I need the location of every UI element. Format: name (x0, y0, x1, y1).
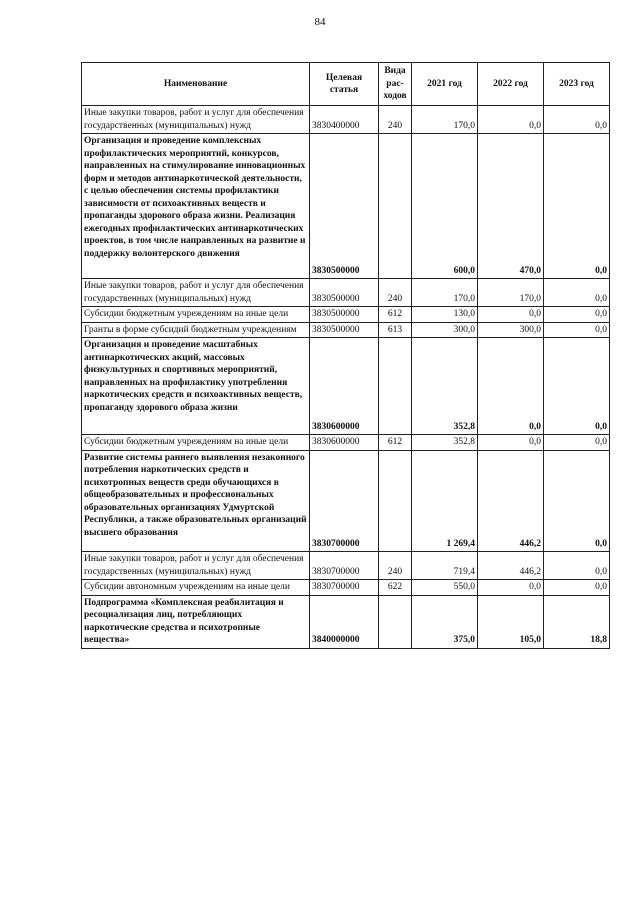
row-2022: 446,2 (478, 450, 544, 552)
row-name: Подпрограмма «Комплексная реабилитация и ресоциализация лиц, потребляющих наркотические средства и психотропные вещества» (82, 595, 310, 648)
row-2023: 0,0 (544, 450, 610, 552)
row-name: Иные закупки товаров, работ и услуг для обеспечения государственных (муниципальных) нужд (82, 279, 310, 307)
row-name: Субсидии бюджетным учреждениям на иные цели (82, 307, 310, 323)
row-expense-type: 612 (379, 307, 412, 323)
row-expense-type: 240 (379, 106, 412, 134)
row-expense-type: 240 (379, 279, 412, 307)
row-2021: 375,0 (412, 595, 478, 648)
row-2021: 352,8 (412, 338, 478, 435)
table-row (82, 435, 610, 451)
table-row (82, 279, 610, 307)
header-target-article: Целевая статья (310, 63, 379, 106)
row-2021: 550,0 (412, 580, 478, 596)
row-2021: 170,0 (412, 106, 478, 134)
table-row (82, 106, 610, 134)
table-row (82, 595, 610, 648)
row-2022: 0,0 (478, 106, 544, 134)
row-name: Иные закупки товаров, работ и услуг для обеспечения государственных (муниципальных) нужд (82, 106, 310, 134)
row-2021: 600,0 (412, 134, 478, 279)
row-target-article: 3830500000 (310, 279, 379, 307)
row-name: Организация и проведение комплексных профилактических мероприятий, конкурсов, направленных на стимулирование инновационных форм и методов антинаркотической деятельности, с целью обеспечения системы профилактики зависимости от психоактивных веществ и пропаганды здорового образа жизни. Реализация ежегодных профилактических антинаркотических проектов, в том числе направленных на развитие и поддержку волонтерского движения (82, 134, 310, 279)
row-target-article: 3830700000 (310, 450, 379, 552)
row-name: Гранты в форме субсидий бюджетным учреждениям (82, 322, 310, 338)
row-2022: 0,0 (478, 338, 544, 435)
row-2021: 170,0 (412, 279, 478, 307)
row-name: Организация и проведение масштабных антинаркотических акций, массовых физкультурных и спортивных мероприятий, направленных на профилактику употребления наркотических средств и психоактивных веществ, пропаганду здорового образа жизни (82, 338, 310, 435)
row-2022: 300,0 (478, 322, 544, 338)
row-expense-type: 612 (379, 435, 412, 451)
row-expense-type (379, 338, 412, 435)
row-2022: 0,0 (478, 307, 544, 323)
row-2023: 0,0 (544, 134, 610, 279)
table-row (82, 134, 610, 279)
row-2022: 446,2 (478, 552, 544, 580)
table-header-row (82, 63, 610, 106)
row-2022: 0,0 (478, 435, 544, 451)
row-2021: 130,0 (412, 307, 478, 323)
row-2023: 18,8 (544, 595, 610, 648)
row-2021: 352,8 (412, 435, 478, 451)
page-number: 84 (314, 16, 326, 28)
row-2022: 470,0 (478, 134, 544, 279)
header-name: Наименование (82, 63, 310, 106)
row-2023: 0,0 (544, 307, 610, 323)
row-expense-type (379, 450, 412, 552)
row-2022: 105,0 (478, 595, 544, 648)
row-2023: 0,0 (544, 279, 610, 307)
row-2021: 719,4 (412, 552, 478, 580)
row-name: Развитие системы раннего выявления незаконного потребления наркотических средств и психотропных веществ среди обучающихся в общеобразовательных и профессиональных образовательных организациях Удмуртской Республики, а также образовательных организаций высшего образования (82, 450, 310, 552)
row-target-article: 3830600000 (310, 338, 379, 435)
row-name: Субсидии бюджетным учреждениям на иные цели (82, 435, 310, 451)
row-name: Субсидии автономным учреждениям на иные цели (82, 580, 310, 596)
header-2022: 2022 год (478, 63, 544, 106)
header-expense-type: Вида рас-ходов (379, 63, 412, 106)
row-2021: 300,0 (412, 322, 478, 338)
table-row (82, 580, 610, 596)
row-target-article: 3830500000 (310, 322, 379, 338)
row-target-article: 3830700000 (310, 552, 379, 580)
row-target-article: 3830700000 (310, 580, 379, 596)
row-2022: 0,0 (478, 580, 544, 596)
row-2023: 0,0 (544, 338, 610, 435)
row-2023: 0,0 (544, 580, 610, 596)
row-expense-type: 240 (379, 552, 412, 580)
table-row (82, 552, 610, 580)
budget-table (81, 62, 610, 649)
row-target-article: 3830500000 (310, 134, 379, 279)
row-target-article: 3830500000 (310, 307, 379, 323)
table-row (82, 338, 610, 435)
row-2023: 0,0 (544, 552, 610, 580)
table-row (82, 322, 610, 338)
row-2022: 170,0 (478, 279, 544, 307)
table-row (82, 450, 610, 552)
row-target-article: 3830400000 (310, 106, 379, 134)
row-expense-type (379, 134, 412, 279)
row-2023: 0,0 (544, 322, 610, 338)
row-name: Иные закупки товаров, работ и услуг для обеспечения государственных (муниципальных) нужд (82, 552, 310, 580)
header-2021: 2021 год (412, 63, 478, 106)
header-2023: 2023 год (544, 63, 610, 106)
row-expense-type (379, 595, 412, 648)
row-expense-type: 622 (379, 580, 412, 596)
table-row (82, 307, 610, 323)
row-2023: 0,0 (544, 106, 610, 134)
row-target-article: 3830600000 (310, 435, 379, 451)
row-2021: 1 269,4 (412, 450, 478, 552)
row-target-article: 3840000000 (310, 595, 379, 648)
row-2023: 0,0 (544, 435, 610, 451)
row-expense-type: 613 (379, 322, 412, 338)
